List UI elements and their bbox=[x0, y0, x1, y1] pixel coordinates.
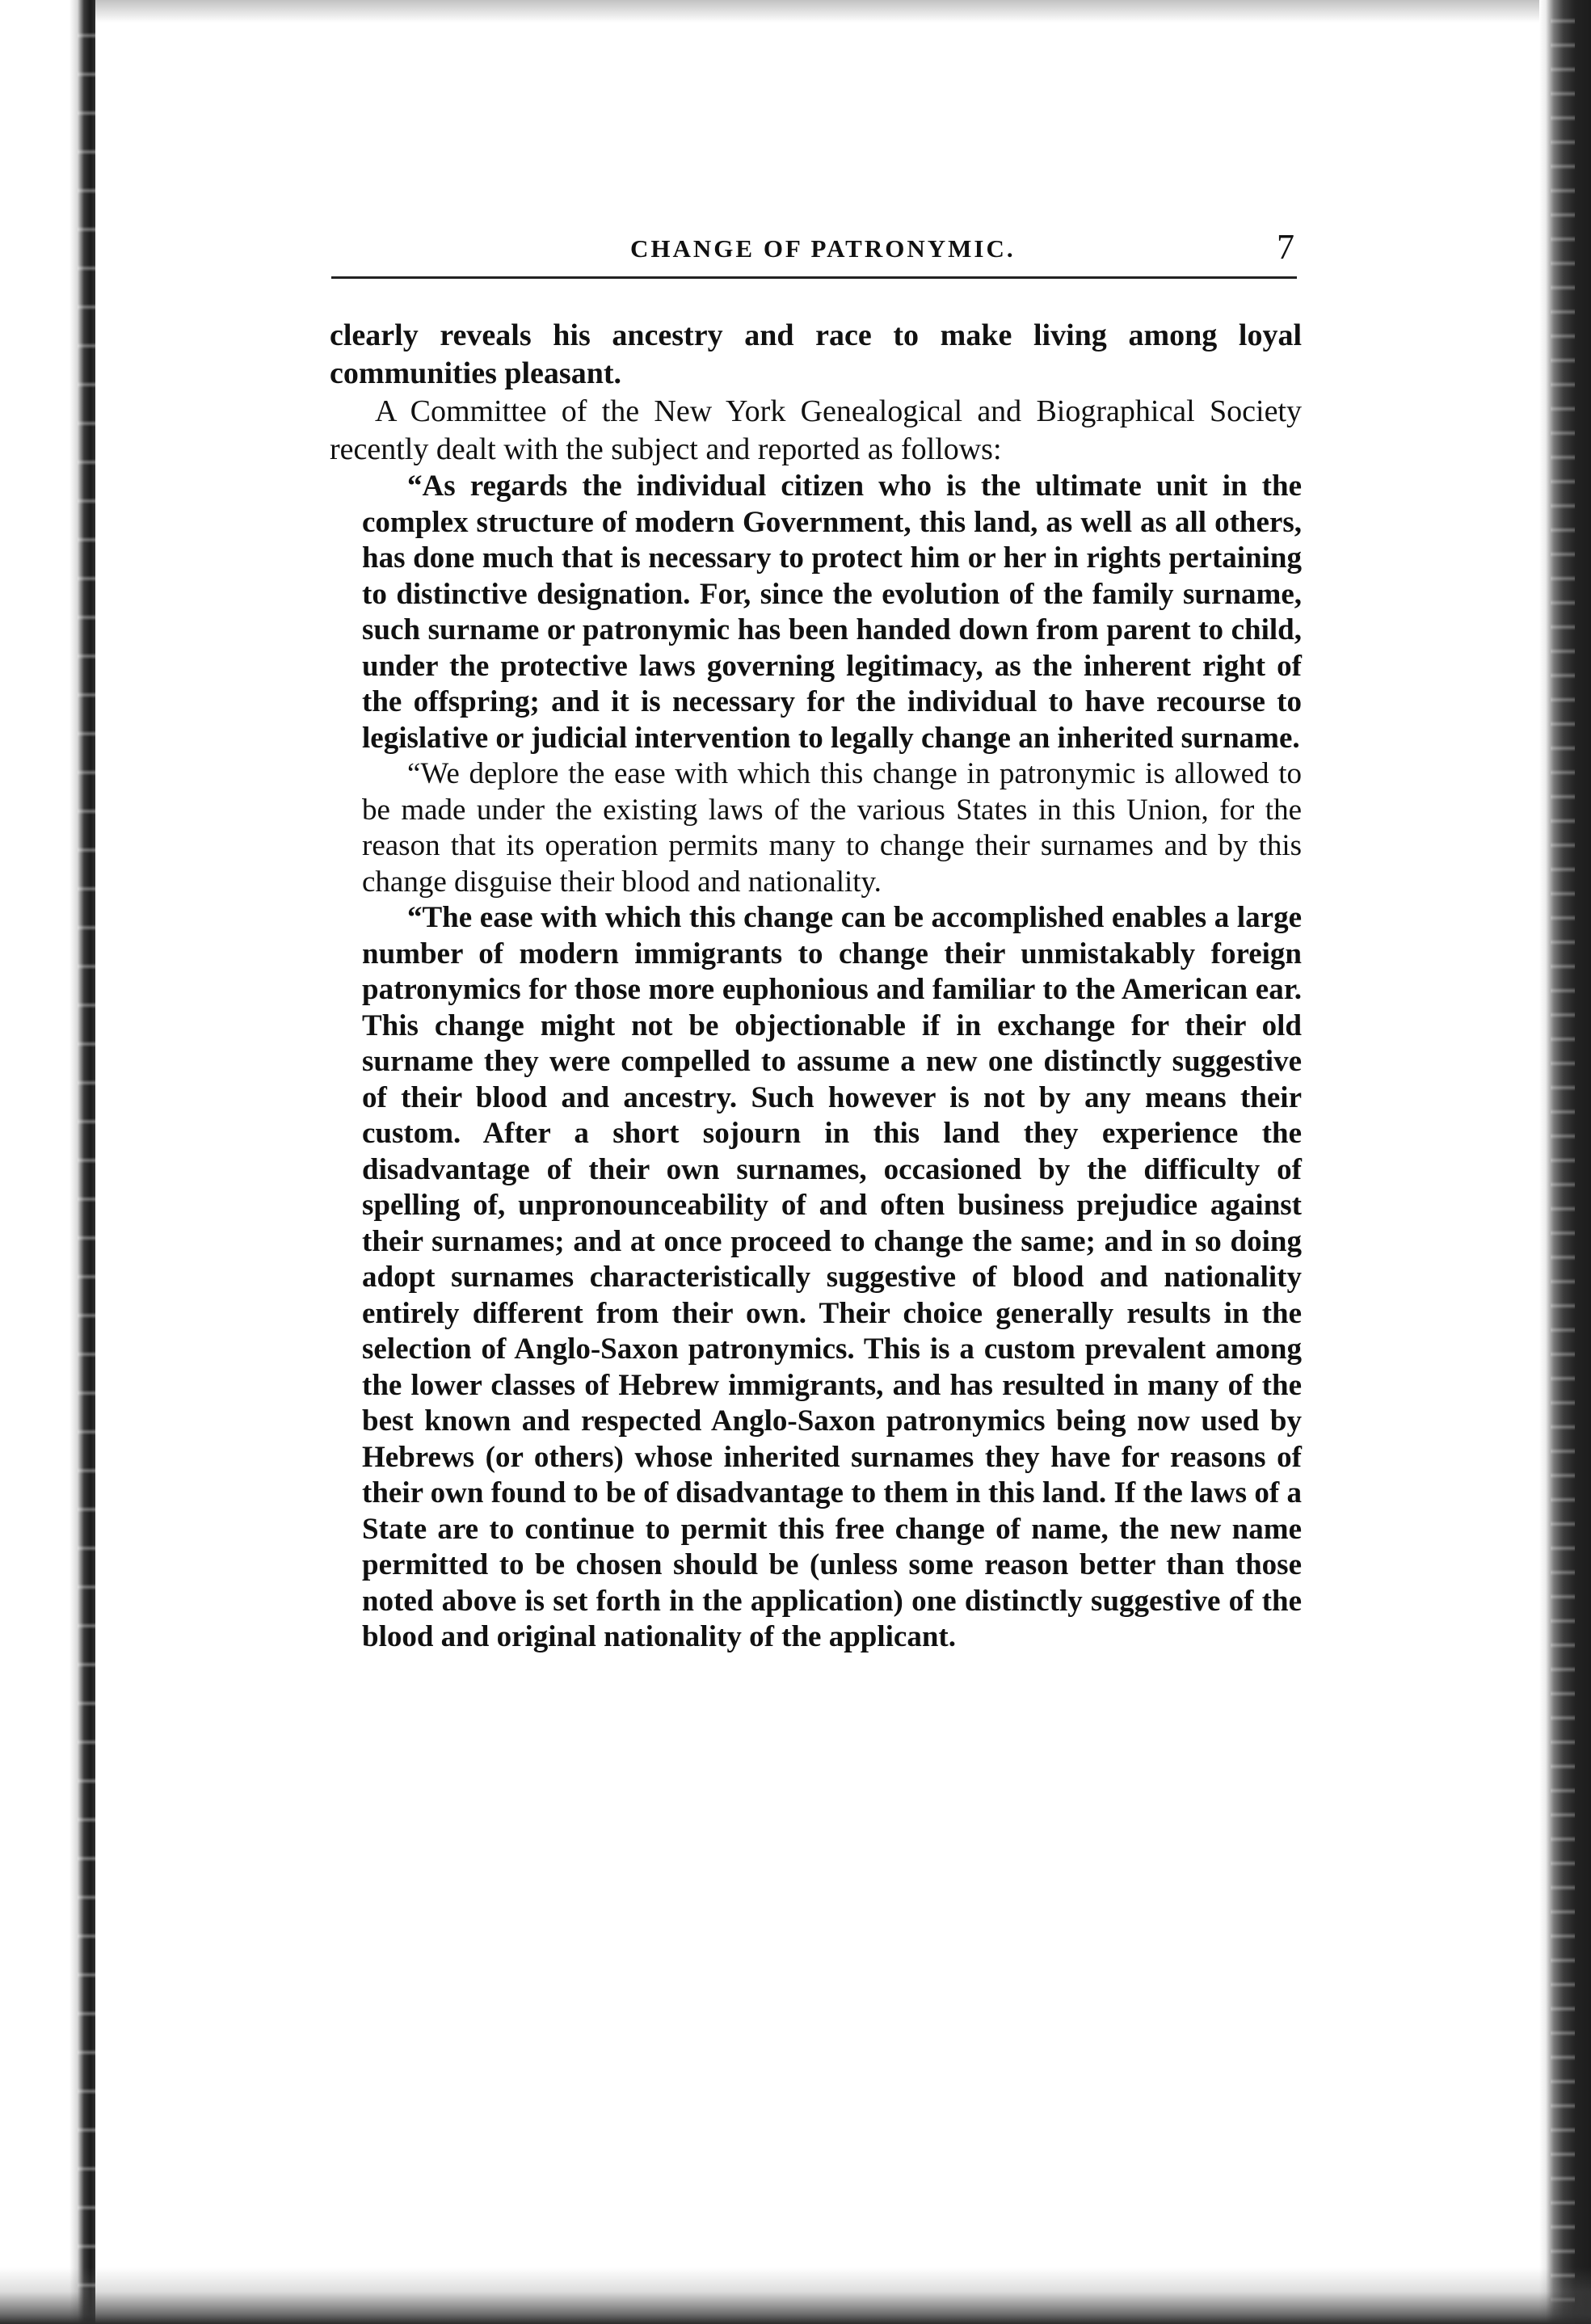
quote-paragraph-1: “As regards the individual citizen who is the ultimate unit in the complex structure of modern Government, this land, as well as all others, has done much that is necessary to protect him or her in rights pertaining to distinctive designation. For, since the evolution of the family surname, such surname or patronymic has been handed down from parent to child, under the protective laws governing legitimacy, as the inherent right of the offspring; and it is necessary for the individual to have recourse to legislative or judicial intervention to legally change an inherited surname. bbox=[362, 469, 1302, 755]
quote-paragraph-2: “We deplore the ease with which this change in patronymic is allowed to be made under the existing laws of the various States in this Union, for the reason that its operation permits many to change their surnames and by this change disguise their blood and nationality. bbox=[362, 757, 1302, 899]
quote-paragraph-3: “The ease with which this change can be accomplished enables a large number of modern immigrants to change their unmistakably foreign patronymics for those more euphonious and familiar to the American ear. This change might not be objectionable if in exchange for their old surname they were compelled to assume a new one distinctly suggestive of their blood and ancestry. Such however is not by any means their custom. After a short sojourn in this land they experience the disadvantage of their own surnames, occasioned by the difficulty of spelling of, unpronounceability of and often business prejudice against their surnames; and at once proceed to change the same; and in so doing adopt surnames characteristically suggestive of blood and nationality entirely different from their own. Their choice generally results in the selection of Anglo-Saxon patronymics. This is a custom prevalent among the lower classes of Hebrew immigrants, and has resulted in many of the best known and respected Anglo-Saxon patronymics being now used by Hebrews (or others) whose inherited surnames they have for reasons of their own found to be of disadvantage to them in this land. If the laws of a State are to continue to permit this free change of name, the new name permitted to be chosen should be (unless some reason better than those noted above is set forth in the application) one distinctly suggestive of the blood and original nationality of the applicant. bbox=[362, 901, 1302, 1653]
scan-binding-edge bbox=[0, 0, 95, 2324]
paragraph-committee-intro: A Committee of the New York Genealogical and Biographical Society recently dealt with the subject and reported as follows: bbox=[330, 394, 1302, 466]
running-head bbox=[323, 223, 1303, 272]
header-rule bbox=[331, 276, 1297, 279]
scan-page-edge bbox=[1539, 0, 1591, 2324]
scan-bottom-edge bbox=[0, 2267, 1591, 2324]
running-title: CHANGE OF PATRONYMIC. bbox=[630, 234, 1016, 263]
scan-top-edge bbox=[0, 0, 1591, 23]
page-body bbox=[330, 317, 1302, 1656]
paragraph-continuation: clearly reveals his ancestry and race to make living among loyal communities pleasant. bbox=[330, 318, 1302, 390]
page-number: 7 bbox=[1277, 227, 1294, 267]
committee-report-quote bbox=[330, 469, 1302, 1656]
